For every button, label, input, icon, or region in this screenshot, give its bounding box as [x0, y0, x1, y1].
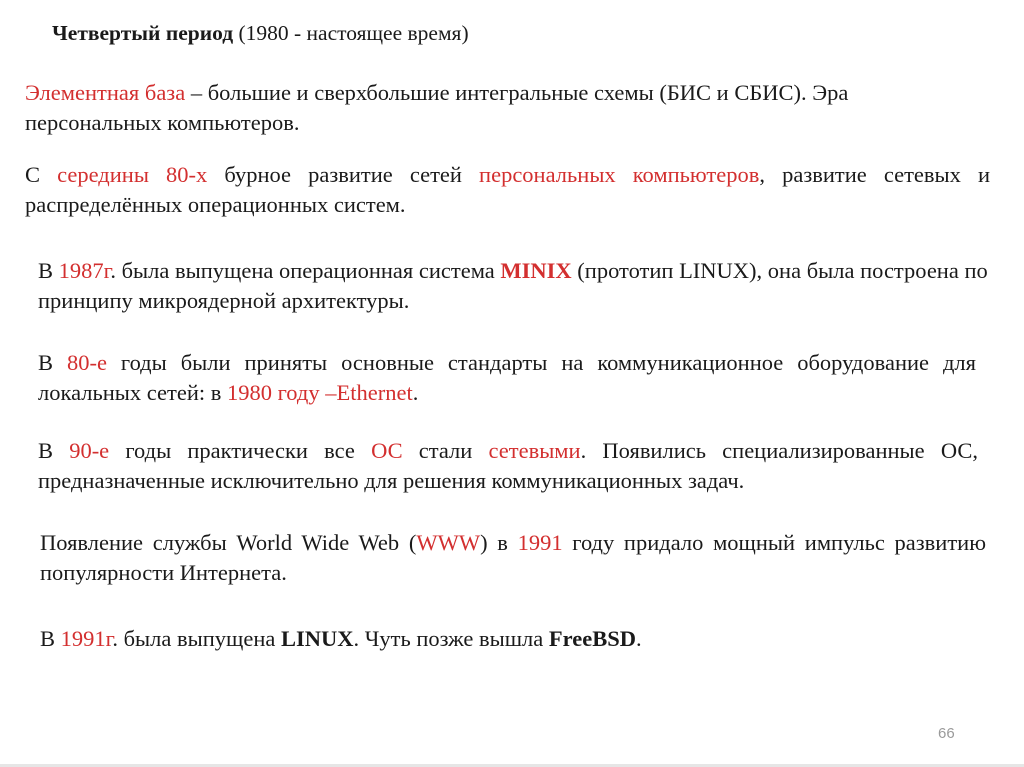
text: . Чуть позже вышла	[353, 626, 549, 651]
text: В	[40, 626, 61, 651]
red-term: ОС	[371, 438, 403, 463]
title-bold: Четвертый период	[52, 21, 234, 45]
paragraph-standards-80s	[38, 348, 976, 408]
text: В	[38, 438, 70, 463]
red-term: середины 80-х	[57, 162, 208, 187]
text: Появление службы World Wide Web (	[40, 530, 417, 555]
text: . была выпущена операционная система	[110, 258, 501, 283]
text: году придало мощный импульс развитию популярности Интернета.	[40, 530, 987, 585]
bold-term: FreeBSD	[548, 626, 636, 651]
text: годы практически все	[109, 438, 372, 463]
red-term: WWW	[416, 530, 481, 555]
bold-term: LINUX	[281, 626, 354, 651]
paragraph-90s-network-os	[38, 436, 978, 496]
text: С	[25, 162, 58, 187]
slide-title	[52, 18, 469, 48]
red-term: 1987г	[58, 258, 111, 283]
paragraph-linux	[40, 624, 980, 654]
paragraph-networks-80s	[25, 160, 990, 220]
red-term: 90-е	[69, 438, 110, 463]
paragraph-www	[40, 528, 986, 588]
text: . Появились специализированные ОС, предназначенные исключительно для решения коммуникационных задач.	[38, 438, 978, 493]
red-term: Элементная база	[25, 80, 186, 105]
text: (прототип LINUX), она была построена по принципу микроядерной архитектуры.	[38, 258, 988, 313]
red-term: сетевыми	[488, 438, 581, 463]
title-rest: (1980 - настоящее время)	[233, 21, 469, 45]
text: .	[635, 626, 642, 651]
text: стали	[402, 438, 489, 463]
text: , развитие сетевых и распределённых операционных систем.	[25, 162, 991, 217]
red-term: 80-е	[66, 350, 107, 375]
text: – большие и сверхбольшие интегральные схемы (БИС и СБИС). Эра персональных компьютеров.	[25, 80, 849, 135]
text: В	[38, 350, 67, 375]
text: .	[412, 380, 419, 405]
red-term: 1991г	[60, 626, 113, 651]
text: годы были приняты основные стандарты на коммуникационное оборудование для локальных сетей: в	[38, 350, 976, 405]
paragraph-minix	[38, 256, 996, 316]
red-bold-term: MINIX	[500, 258, 572, 283]
red-term: персональных компьютеров	[479, 162, 760, 187]
red-term: 1980 году –Ethernet	[227, 380, 413, 405]
paragraph-element-base	[25, 78, 990, 138]
page-number: 66	[938, 725, 955, 742]
text: бурное развитие сетей	[207, 162, 480, 187]
text: ) в	[480, 530, 518, 555]
text: . была выпущена	[112, 626, 281, 651]
text: В	[38, 258, 59, 283]
red-term: 1991	[517, 530, 563, 555]
